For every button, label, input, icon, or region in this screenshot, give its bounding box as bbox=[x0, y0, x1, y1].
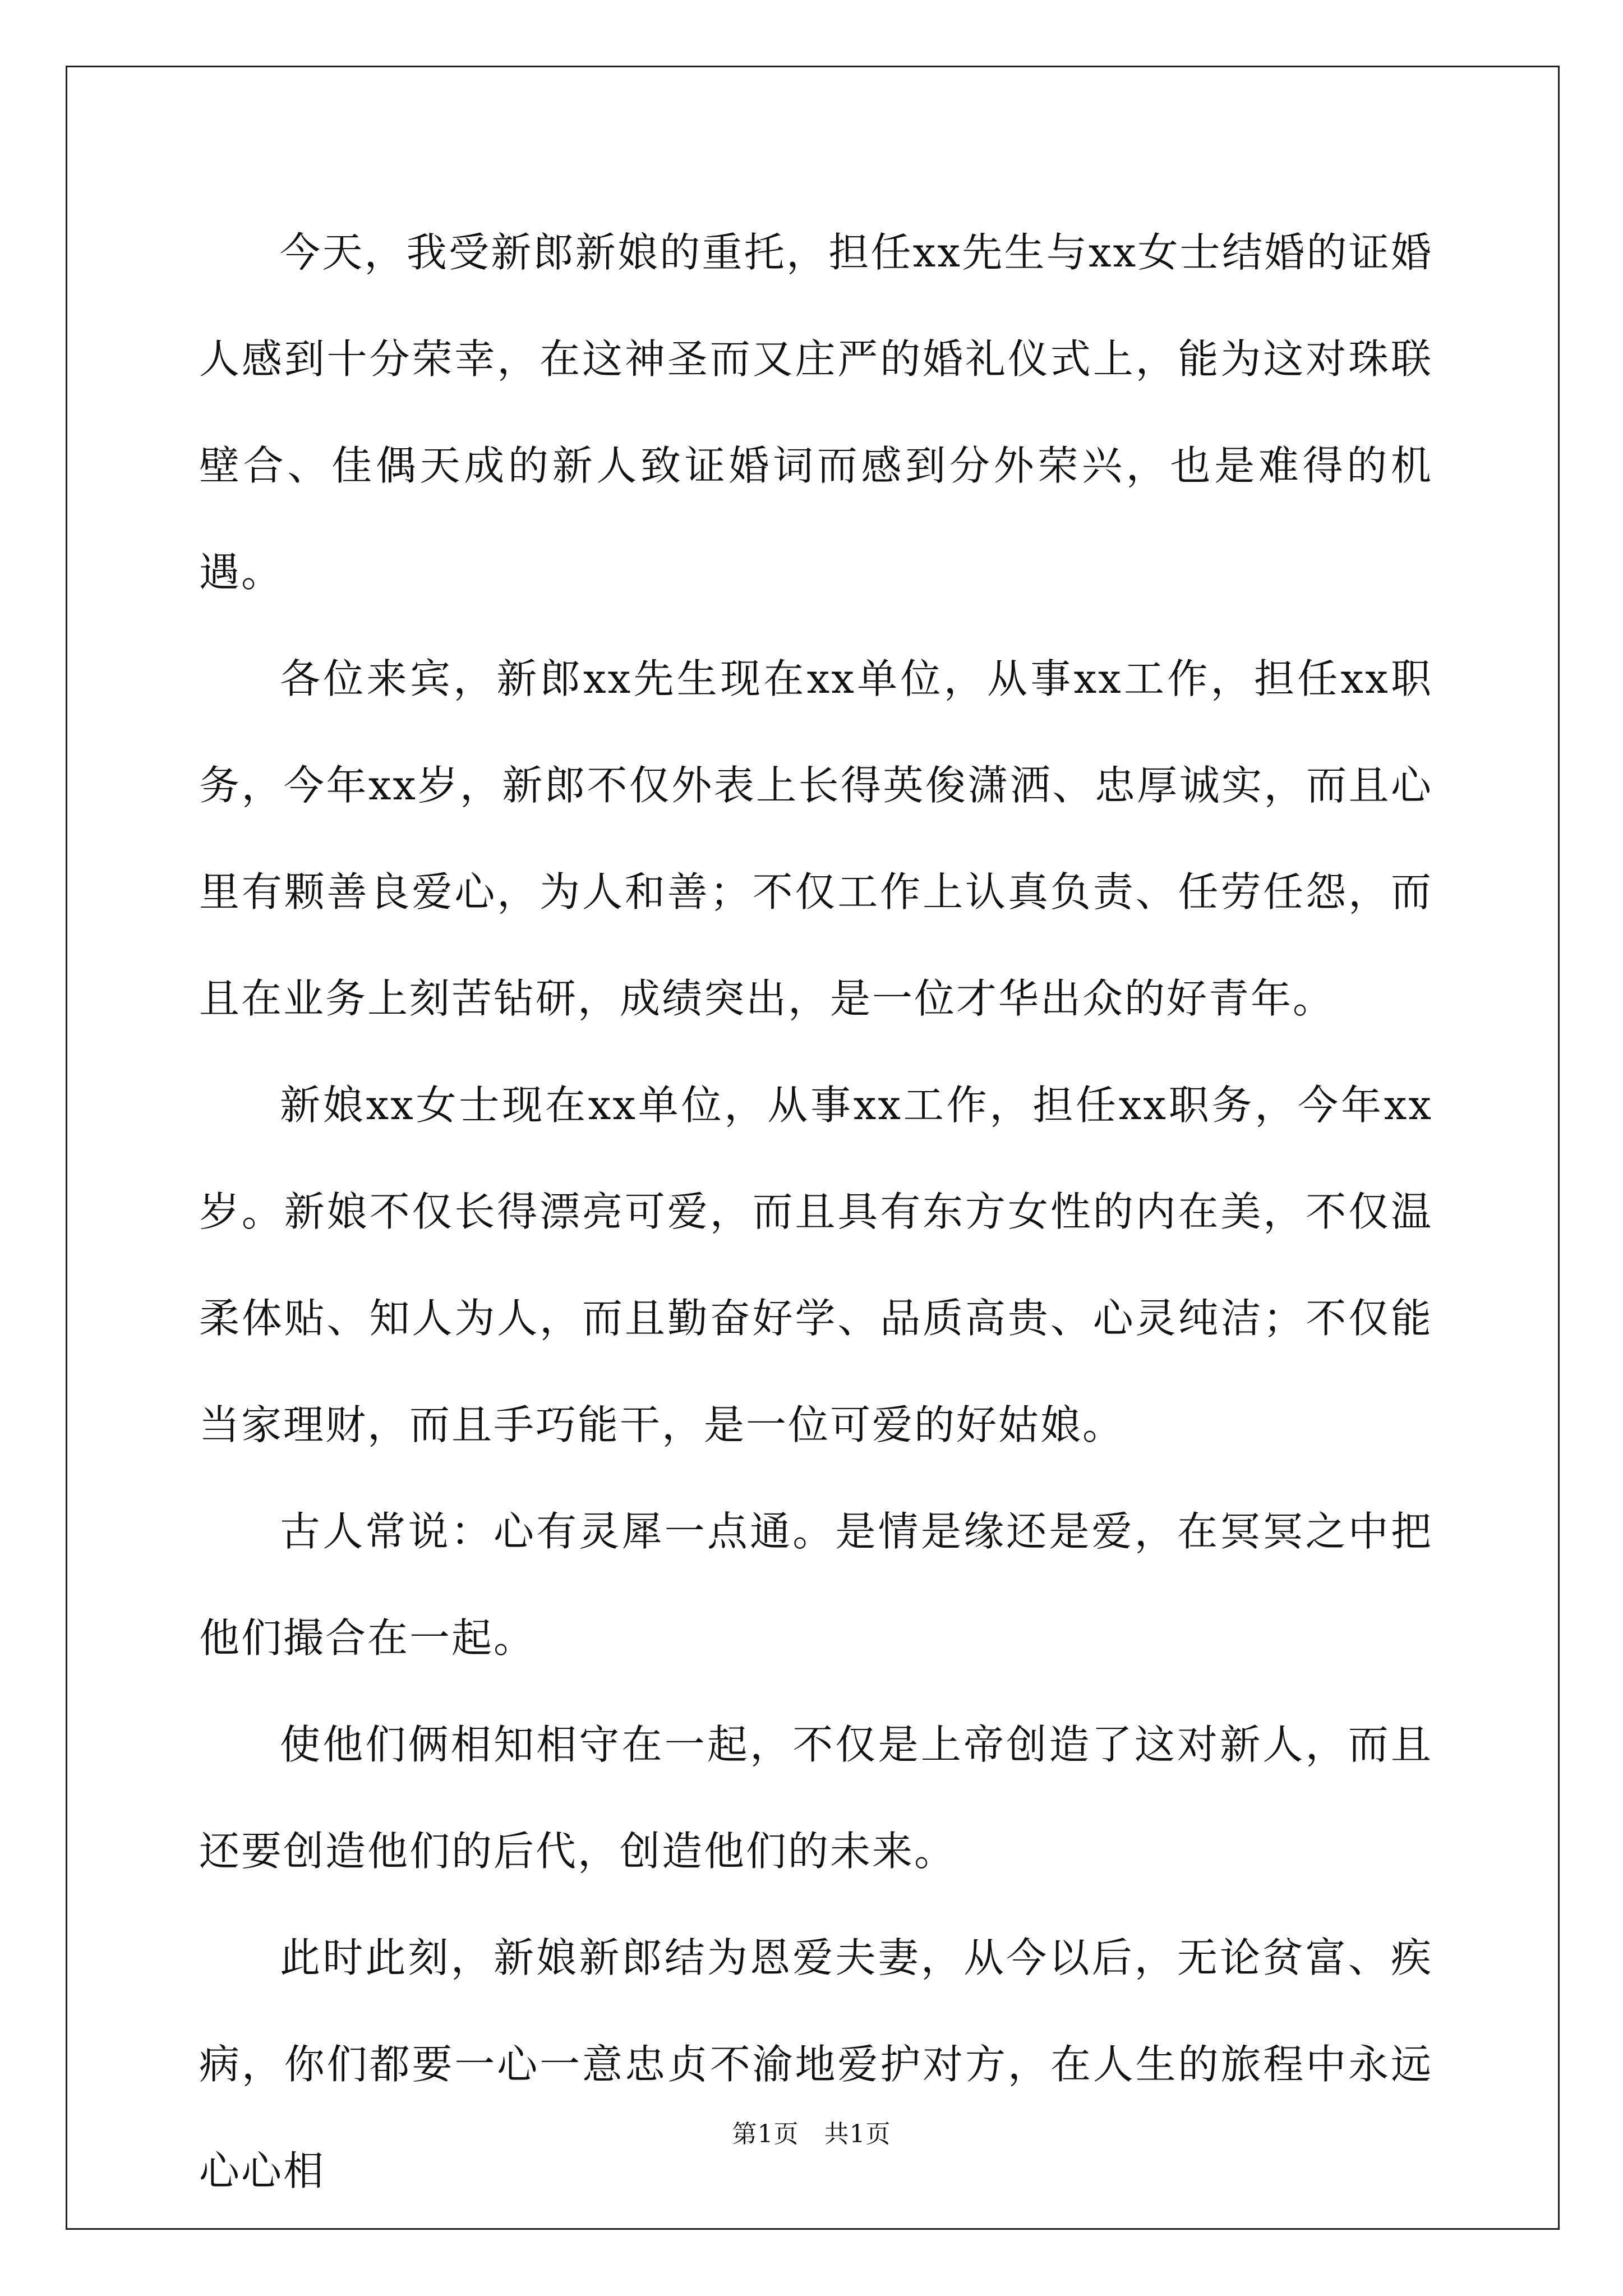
page-number-label: 第1页 共1页 bbox=[732, 2120, 891, 2148]
paragraph-2: 各位来宾，新郎xx先生现在xx单位，从事xx工作，担任xx职务，今年xx岁，新郎不仅外表上长得英俊潇洒、忠厚诚实，而且心里有颗善良爱心，为人和善；不仅工作上认真负责、任劳任怨，而且在业务上刻苦钻研，成绩突出，是一位才华出众的好青年。 bbox=[199, 655, 1433, 1022]
paragraph-5: 使他们俩相知相守在一起，不仅是上帝创造了这对新人，而且还要创造他们的后代，创造他们的未来。 bbox=[199, 1721, 1433, 1875]
page-footer bbox=[0, 2118, 1623, 2151]
paragraph-4: 古人常说：心有灵犀一点通。是情是缘还是爱，在冥冥之中把他们撮合在一起。 bbox=[199, 1508, 1433, 1662]
paragraph-1: 今天，我受新郎新娘的重托，担任xx先生与xx女士结婚的证婚人感到十分荣幸，在这神圣而又庄严的婚礼仪式上，能为这对珠联壁合、佳偶天成的新人致证婚词而感到分外荣兴，也是难得的机遇。 bbox=[199, 229, 1433, 596]
document-body bbox=[199, 199, 1433, 2224]
paragraph-3: 新娘xx女士现在xx单位，从事xx工作，担任xx职务，今年xx岁。新娘不仅长得漂亮可爱，而且具有东方女性的内在美，不仅温柔体贴、知人为人，而且勤奋好学、品质高贵、心灵纯洁；不仅能当家理财，而且手巧能干，是一位可爱的好姑娘。 bbox=[199, 1082, 1433, 1448]
paragraph-6: 此时此刻，新娘新郎结为恩爱夫妻，从今以后，无论贫富、疾病，你们都要一心一意忠贞不渝地爱护对方，在人生的旅程中永远心心相 bbox=[199, 1934, 1433, 2194]
